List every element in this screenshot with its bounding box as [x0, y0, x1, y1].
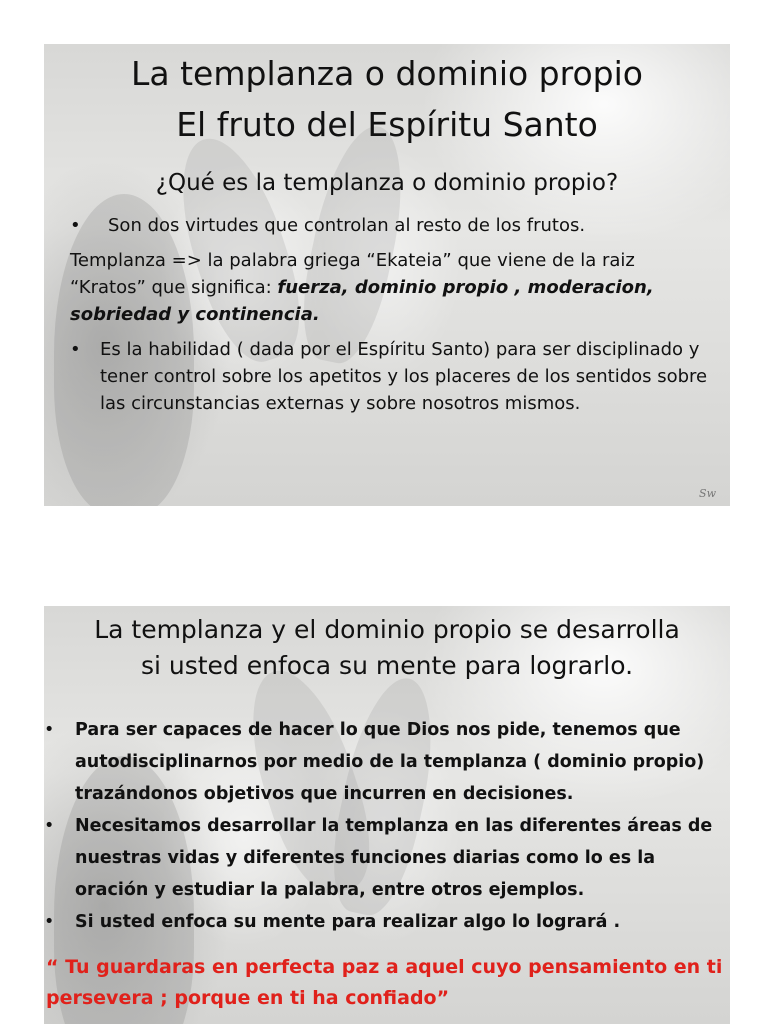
list-item-text: Si usted enfoca su mente para realizar algo lo logrará .: [75, 912, 621, 932]
bullet-icon: •: [70, 339, 81, 360]
bullet-text: Son dos virtudes que controlan al resto de los frutos.: [108, 215, 586, 236]
slide-2-title-line-1: La templanza y el dominio propio se desarrolla: [94, 615, 680, 644]
list-item-text: Para ser capaces de hacer lo que Dios nos pide, tenemos que autodisciplinarnos por medio de la templanza ( dominio propio) trazándonos objetivos que incurren en decisiones.: [75, 720, 705, 804]
list-item: [44, 810, 730, 906]
slide-2-title-line-2: si usted enfoca su mente para lograrlo.: [140, 651, 634, 680]
slide-1-bullet-2: [70, 336, 710, 417]
slide-1-bullet-1: [70, 212, 710, 239]
bible-quote: “ Tu guardaras en perfecta paz a aquel cuyo pensamiento en ti persevera ; porque en ti ha confiado”: [46, 956, 723, 1009]
slide-1-paragraph: [70, 247, 710, 328]
bullet-icon: •: [44, 912, 55, 932]
slide-1-title-line-2: El fruto del Espíritu Santo: [176, 105, 598, 144]
bullet-icon: •: [44, 816, 55, 836]
paragraph-text: Templanza => la palabra griega “Ekateia” que viene de la raiz “Kratos” que significa:: [70, 250, 635, 298]
paragraph-emphasis: fuerza, dominio propio , moderacion, sobriedad y continencia.: [70, 277, 654, 325]
slide-2: [44, 606, 730, 1024]
background-hand-right: [290, 118, 418, 369]
slide-2-title: [44, 612, 730, 684]
bullet-icon: •: [70, 215, 81, 236]
slide-1-subtitle: ¿Qué es la templanza o dominio propio?: [155, 170, 619, 196]
bullet-text: Es la habilidad ( dada por el Espíritu Santo) para ser disciplinado y tener control sobre los apetitos y los placeres de los sentidos sobre las circunstancias externas y sobre nosotros mismos.: [100, 339, 708, 414]
bullet-icon: •: [44, 720, 55, 740]
list-item: [44, 714, 730, 810]
slide-2-bullet-list: [44, 714, 730, 938]
slide-1: [44, 44, 730, 506]
slide-1-title-line-1: La templanza o dominio propio: [131, 54, 643, 93]
signature-watermark: Sw: [699, 487, 716, 500]
list-item: [44, 906, 730, 938]
list-item-text: Necesitamos desarrollar la templanza en las diferentes áreas de nuestras vidas y diferentes funciones diarias como lo es la oración y estudiar la palabra, entre otros ejemplos.: [75, 816, 713, 900]
